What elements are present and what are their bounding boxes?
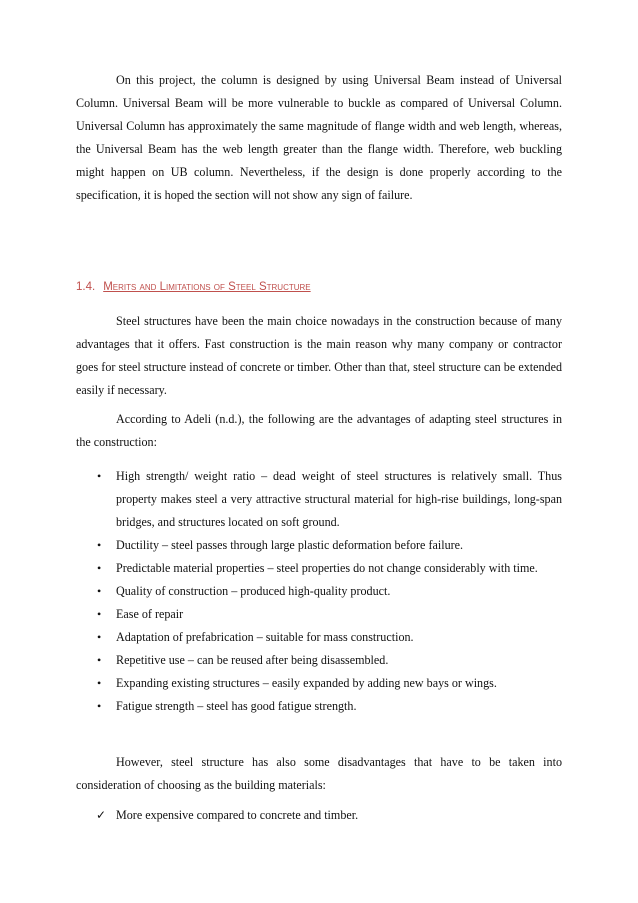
bullet-icon: • bbox=[97, 561, 102, 575]
list-item: • Predictable material properties – steel properties do not change considerably with time. bbox=[76, 557, 562, 580]
list-item: • Quality of construction – produced high-quality product. bbox=[76, 580, 562, 603]
advantages-list bbox=[76, 465, 562, 718]
list-item: ✓ More expensive compared to concrete and timber. bbox=[76, 804, 562, 827]
adeli-paragraph: According to Adeli (n.d.), the following are the advantages of adapting steel structures in the construction: bbox=[76, 412, 562, 449]
list-item: • High strength/ weight ratio – dead weight of steel structures is relatively small. Thus property makes steel a very attractive structural material for high-rise buildings, long-span bridges, and structures located on soft ground. bbox=[76, 465, 562, 534]
list-item: • Ductility – steel passes through large plastic deformation before failure. bbox=[76, 534, 562, 557]
bullet-icon: • bbox=[97, 584, 102, 598]
bullet-icon: • bbox=[97, 538, 102, 552]
bullet-icon: • bbox=[97, 653, 102, 667]
merits-intro-paragraph: Steel structures have been the main choice nowadays in the construction because of many advantages that it offers. Fast construction is the main reason why many company or contractor goes for steel structure instead of concrete or timber. Other than that, steel structure can be extended easily if necessary. bbox=[76, 314, 562, 397]
bullet-icon: • bbox=[97, 469, 102, 483]
list-item: • Fatigue strength – steel has good fatigue strength. bbox=[76, 695, 562, 718]
section-number: 1.4. bbox=[76, 281, 96, 293]
checkmark-icon: ✓ bbox=[96, 808, 107, 822]
disadvantages-intro-paragraph: However, steel structure has also some disadvantages that have to be taken into consideration of choosing as the building materials: bbox=[76, 755, 562, 792]
list-item: • Repetitive use – can be reused after being disassembled. bbox=[76, 649, 562, 672]
bullet-icon: • bbox=[97, 630, 102, 644]
bullet-icon: • bbox=[97, 607, 102, 621]
list-item: • Ease of repair bbox=[76, 603, 562, 626]
disadvantages-list bbox=[76, 804, 562, 827]
section-heading bbox=[76, 281, 311, 293]
list-item: • Adaptation of prefabrication – suitable for mass construction. bbox=[76, 626, 562, 649]
section-title: Merits and Limitations of Steel Structure bbox=[103, 281, 311, 293]
list-item: • Expanding existing structures – easily expanded by adding new bays or wings. bbox=[76, 672, 562, 695]
bullet-icon: • bbox=[97, 676, 102, 690]
bullet-icon: • bbox=[97, 699, 102, 713]
intro-paragraph: On this project, the column is designed by using Universal Beam instead of Universal Column. Universal Beam will be more vulnerable to buckle as compared of Universal Column. Universal Column has approximately the same magnitude of flange width and web length, whereas, the Universal Beam has the web length greater than the flange width. Therefore, web buckling might happen on UB column. Nevertheless, if the design is done properly according to the specification, it is hoped the section will not show any sign of failure. bbox=[76, 73, 562, 202]
